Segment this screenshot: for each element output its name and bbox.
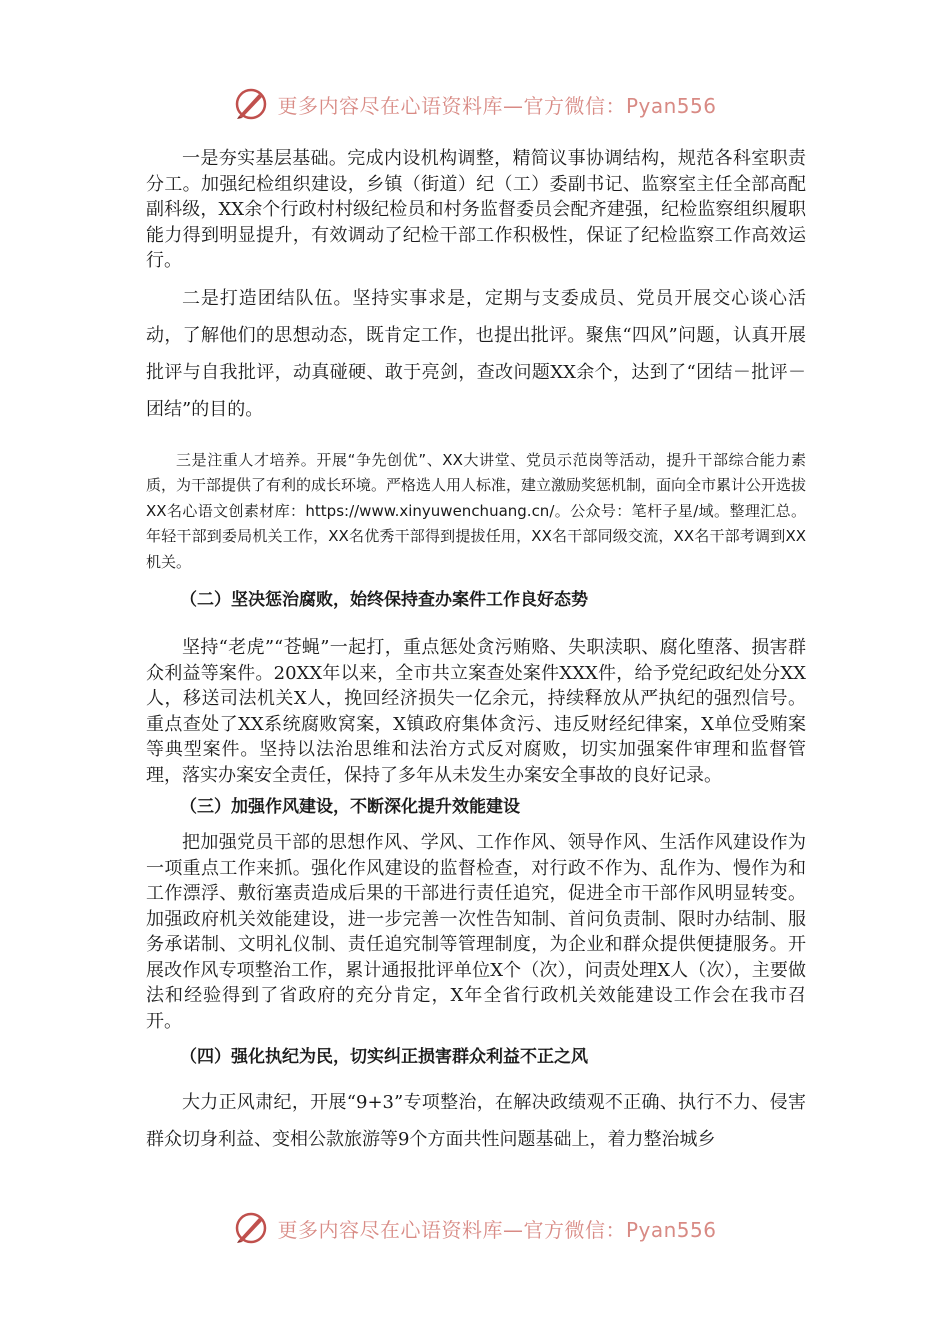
watermark-text: 更多内容尽在心语资料库—官方微信：Pyan556 bbox=[277, 93, 717, 118]
pen-circle-logo-icon bbox=[233, 1210, 269, 1246]
paragraph-basic-foundation: 一是夯实基层基础。完成内设机构调整，精简议事协调结构，规范各科室职责分工。加强纪检组织建设，乡镇（街道）纪（工）委副书记、监察室主任全部高配副科级，XX余个行政村村级纪检员和村务监督委员会配齐建强，纪检监察组织履职能力得到明显提升，有效调动了纪检干部工作积极性，保证了纪检监察工作高效运行。 bbox=[146, 148, 806, 271]
pen-circle-logo-icon bbox=[233, 86, 269, 122]
watermark-text: 更多内容尽在心语资料库—官方微信：Pyan556 bbox=[277, 1217, 717, 1242]
document-body bbox=[146, 142, 806, 1158]
paragraph-discipline-for-people: 大力正风肃纪，开展“9+3”专项整治，在解决政绩观不正确、执行不力、侵害群众切身利益、变相公款旅游等9个方面共性问题基础上，着力整治城乡 bbox=[146, 1092, 806, 1150]
paragraph-anti-corruption: 坚持“老虎”“苍蝇”一起打，重点惩处贪污贿赂、失职渎职、腐化堕落、损害群众利益等案件。20XX年以来，全市共立案查处案件XXX件，给予党纪政纪处分XX人，移送司法机关X人，挽回经济损失一亿余元，持续释放从严执纪的强烈信号。重点查处了XX系统腐败窝案，X镇政府集体贪污、违反财经纪律案，X单位受贿案等典型案件。坚持以法治思维和法治方式反对腐败，切实加强案件审理和监督管理，落实办案安全责任，保持了多年从未发生办案安全事故的良好记录。 bbox=[146, 637, 806, 786]
paragraph-team-building: 二是打造团结队伍。坚持实事求是，定期与支委成员、党员开展交心谈心活动，了解他们的思想动态，既肯定工作，也提出批评。聚焦“四风”问题，认真开展批评与自我批评，动真碰硬、敢于亮剑，查改问题XX余个，达到了“团结－批评－团结”的目的。 bbox=[146, 287, 806, 420]
watermark-banner-top bbox=[0, 84, 950, 124]
section-heading-2: （二）坚决惩治腐败，始终保持查办案件工作良好态势 bbox=[180, 590, 588, 610]
paragraph-talent-training: 三是注重人才培养。开展“争先创优”、XX大讲堂、党员示范岗等活动，提升干部综合能力素质，为干部提供了有利的成长环境。严格选人用人标准，建立激励奖惩机制，面向全市累计公开选拔XX名心语文创素材库：https://www.xinyuwenchuang.cn/。公众号：笔杆子星/域。整理汇总。年轻干部到委局机关工作，XX名优秀干部得到提拔任用，XX名干部同级交流，XX名干部考调到XX机关。 bbox=[146, 450, 807, 571]
section-heading-3: （三）加强作风建设，不断深化提升效能建设 bbox=[180, 797, 520, 817]
paragraph-work-style: 把加强党员干部的思想作风、学风、工作作风、领导作风、生活作风建设作为一项重点工作来抓。强化作风建设的监督检查，对行政不作为、乱作为、慢作为和工作漂浮、敷衍塞责造成后果的干部进行责任追究，促进全市干部作风明显转变。加强政府机关效能建设，进一步完善一次性告知制、首问负责制、限时办结制、服务承诺制、文明礼仪制、责任追究制等管理制度，为企业和群众提供便捷服务。开展改作风专项整治工作，累计通报批评单位X个（次），问责处理X人（次），主要做法和经验得到了省政府的充分肯定，X年全省行政机关效能建设工作会在我市召开。 bbox=[146, 832, 806, 1032]
section-heading-4: （四）强化执纪为民，切实纠正损害群众利益不正之风 bbox=[180, 1047, 588, 1067]
watermark-banner-bottom bbox=[0, 1208, 950, 1248]
